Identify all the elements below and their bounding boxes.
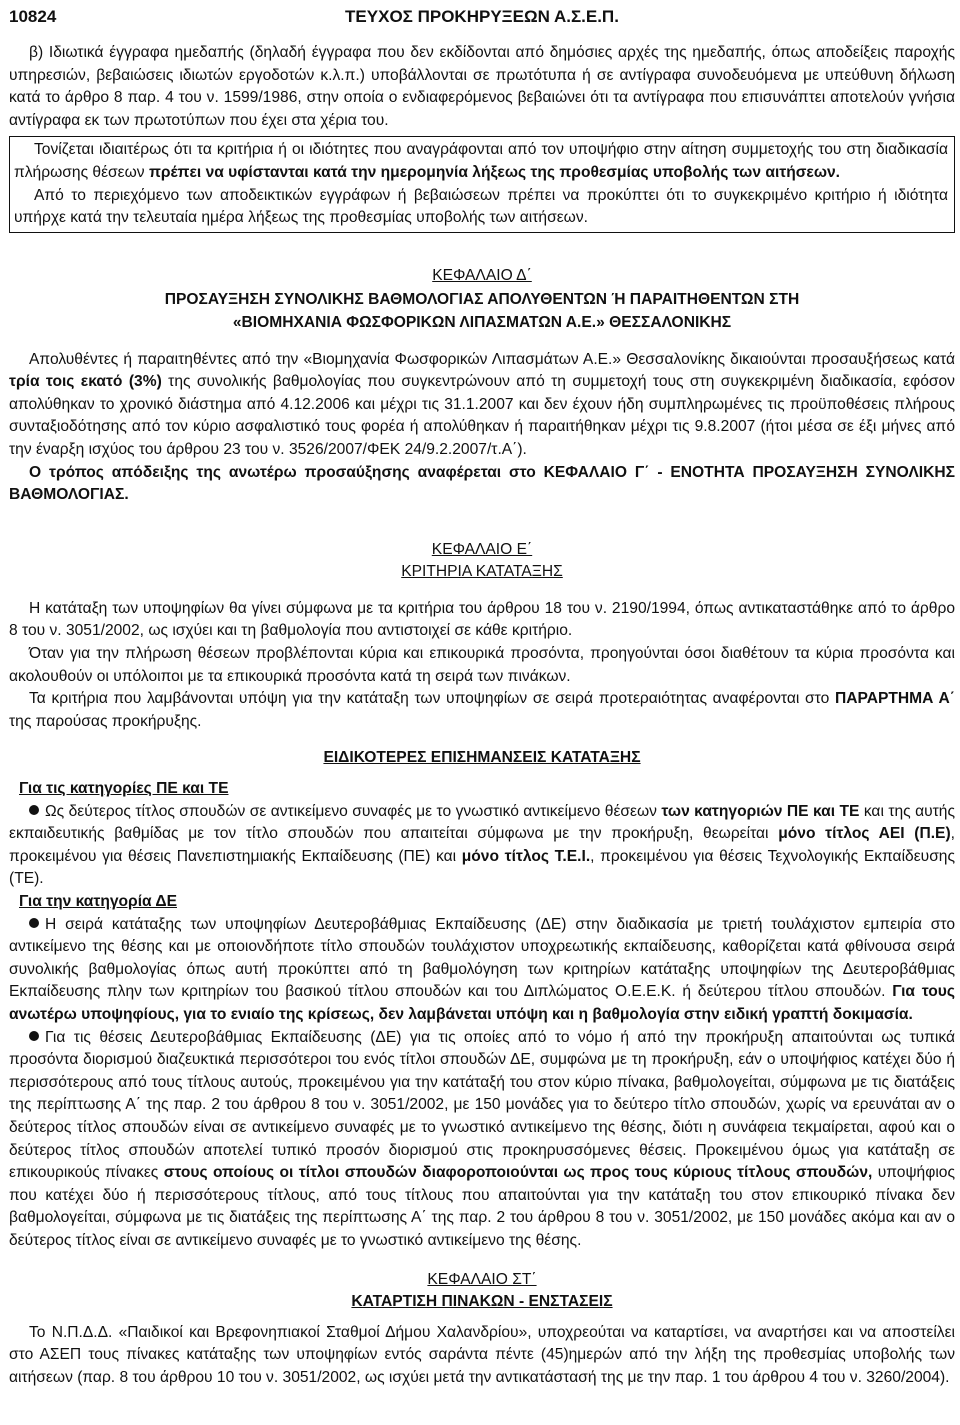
- journal-title: ΤΕΥΧΟΣ ΠΡΟΚΗΡΥΞΕΩΝ Α.Σ.Ε.Π.: [345, 7, 619, 26]
- percent-emphasis: τρία τοις εκατό (3%): [9, 373, 162, 391]
- chapter-e-paragraph-1: Η κατάταξη των υποψηφίων θα γίνει σύμφωνα με τα κριτήρια του άρθρου 18 του ν. 2190/1994, όπως αντικαταστάθηκε από το άρθρο 8 του ν. 3051/2002, ως ισχύει και τη βαθμολογία που αντιστοιχεί σε κάθε κριτήριο.: [9, 599, 955, 640]
- text: Ως δεύτερος τίτλος σπουδών σε αντικείμενο συναφές με το γνωστικό αντικείμενο θέσεων: [45, 802, 662, 820]
- emphasis: των κατηγοριών ΠΕ και ΤΕ: [661, 802, 860, 820]
- bullet-icon: [29, 918, 39, 928]
- bullet-icon: [29, 805, 39, 815]
- notice-text: Τονίζεται ιδιαιτέρως ότι τα κριτήρια ή οι ιδιότητες που αναγράφονται από τον υποψήφιο στην αίτηση συμμετοχής του στη διαδικασία πλήρωσης θέσεων: [14, 141, 948, 181]
- chapter-d-title: ΚΕΦΑΛΑΙΟ Δ΄: [432, 266, 532, 284]
- chapter-d-paragraph-2: Ο τρόπος απόδειξης της ανωτέρω προσαύξησης αναφέρεται στο ΚΕΦΑΛΑΙΟ Γ΄ - ΕΝΟΤΗΤΑ ΠΡΟΣΑΥΞΗΣΗ ΣΥΝΟΛΙΚΗΣ ΒΑΘΜΟΛΟΓΙΑΣ.: [9, 463, 955, 504]
- category-de-paragraph-2: [9, 1027, 955, 1253]
- chapter-d-paragraph-1: [9, 349, 955, 462]
- emphasis: μόνο τίτλος Τ.Ε.Ι.: [461, 847, 591, 865]
- text: Τα κριτήρια που λαμβάνονται υπόψη για την κατάταξη των υποψηφίων σε σειρά προτεραιότητας αναφέρονται στο: [29, 690, 835, 708]
- text: της παρούσας προκήρυξης.: [9, 712, 202, 730]
- chapter-d-subtitle-1: ΠΡΟΣΑΥΞΗΣΗ ΣΥΝΟΛΙΚΗΣ ΒΑΘΜΟΛΟΓΙΑΣ ΑΠΟΛΥΘΕΝΤΩΝ Ή ΠΑΡΑΙΤΗΘΕΝΤΩΝ ΣΤΗ: [164, 291, 800, 309]
- notice-paragraph-2: Από το περιεχόμενο των αποδεικτικών εγγράφων ή βεβαιώσεων πρέπει να προκύπτει ότι το συγκεκριμένο κριτήριο ή ιδιότητα υπήρχε κατά την τελευταία ημέρα λήξεως της προθεσμίας υποβολής των αιτήσεων.: [14, 186, 948, 227]
- annex-reference: ΠΑΡΑΡΤΗΜΑ Α΄: [834, 690, 955, 708]
- page-number: 10824: [9, 7, 57, 26]
- special-notes-title: ΕΙΔΙΚΟΤΕΡΕΣ ΕΠΙΣΗΜΑΝΣΕΙΣ ΚΑΤΑΤΑΞΗΣ: [323, 749, 641, 767]
- text: Για τις θέσεις Δευτεροβάθμιας Εκπαίδευσης (ΔΕ) για τις οποίες από το νόμο ή από την προκήρυξη απαιτούνται ως τυπικά προσόντα διορισμού διαζευκτικά περισσότεροι του ενός τίτλοι σπουδών ΔΕ, συμφώνα με τη προκήρυξη, εάν ο υποψήφιος κατέχει δύο ή περισσότερους από τους τίτλους αυτούς, προκειμένου για την κατάταξή του στον κύριο πίνακα, βαθμολογείται, σύμφωνα με τις διατάξεις της περίπτωσης Α΄ της παρ. 2 του άρθρου 8 του ν. 3051/2002, με 150 μονάδες για το δεύτερο τίτλο σπουδών, χωρίς να ερευνάται αν ο δεύτερος τίτλος σπουδών είναι σε αντικείμενο συναφές με το γνωστικό αντικείμενο της θέσης, διότι η συνάφεια τεκμαίρεται, αφού και ο δεύτερος τίτλος σπουδών αποτελεί τυπικό προσόν διορισμού στις προκηρυσσόμενες θέσεις. Προκειμένου όμως για κατάταξη σε επικουρικούς πίνακες: [9, 1028, 955, 1182]
- text: , προκειμένου για θέσεις Πανεπιστημιακής Εκπαίδευσης (ΠΕ) και: [9, 825, 955, 865]
- chapter-st-paragraph-1: Το Ν.Π.Δ.Δ. «Παιδικοί και Βρεφονηπιακοί Σταθμοί Δήμου Χαλανδρίου», υποχρεούται να καταρτίσει, να αναρτήσει και να αποστείλει στο ΑΣΕΠ τους πίνακες κατάταξης των υποψηφίων εντός σαράντα πέντε (45)ημερών από την λήξη της προθεσμίας υποβολής των αιτήσεων (παρ. 8 του άρθρου 10 του ν. 3051/2002, ως ισχύει μετά την αντικατάστασή της με την παρ. 1 του άρθρου 4 του ν. 3260/2004).: [9, 1323, 955, 1386]
- chapter-e-subtitle: ΚΡΙΤΗΡΙΑ ΚΑΤΑΤΑΞΗΣ: [401, 563, 563, 581]
- intro-paragraph: β) Ιδιωτικά έγγραφα ημεδαπής (δηλαδή έγγραφα που δεν εκδίδονται από δημόσιες αρχές της ημεδαπής, όπως αποδείξεις παροχής υπηρεσιών, βεβαιώσεις ιδιωτών εργοδοτών κ.λ.π.) υποβάλλονται σε πρωτότυπα ή σε αντίγραφα συνοδευόμενα με υπεύθυνη δήλωση κατά το άρθρο 8 παρ. 4 του ν. 1599/1986, στην οποία ο ενδιαφερόμενος βεβαιώνει ότι τα αντίγραφα που επισυνάπτει αποτελούν γνήσια αντίγραφα εκ των πρωτοτύπων που έχει στα χέρια του.: [9, 44, 955, 129]
- notice-box: [9, 136, 955, 232]
- category-pe-te-paragraph: [9, 801, 955, 891]
- category-pe-te-heading: Για τις κατηγορίες ΠΕ και ΤΕ: [19, 780, 229, 798]
- chapter-st-subtitle: ΚΑΤΑΡΤΙΣΗ ΠΙΝΑΚΩΝ - ΕΝΣΤΑΣΕΙΣ: [351, 1293, 613, 1311]
- text: υποψήφιος που κατέχει δύο ή περισσότερους τίτλους, από τους τίτλους που απαιτούνται για την κατάταξη του στον επικουρικό πίνακα δεν βαθμολογείται, σύμφωνα με τις διατάξεις της περίπτωσης Α΄ της παρ. 2 του άρθρου 8 του ν. 3051/2002, με 150 μονάδες ακόμα και αν ο δεύτερος τίτλος είναι σε αντικείμενο συναφές με το γνωστικό αντικείμενο της θέσης.: [9, 1164, 955, 1249]
- category-de-paragraph-1: [9, 914, 955, 1027]
- chapter-st-title: ΚΕΦΑΛΑΙΟ ΣΤ΄: [427, 1270, 537, 1288]
- text: Η σειρά κατάταξης των υποψηφίων Δευτεροβάθμιας Εκπαίδευσης (ΔΕ) στην διαδικασία με τριετή τουλάχιστον εμπειρία στο αντικείμενο της θέσης και με οποιονδήποτε τίτλο σπουδών τουλάχιστον υποχρεωτικής εκπαίδευσης, καθορίζεται κατά φθίνουσα σειρά συνολικής βαθμολογίας όπως αυτή προκύπτει από τη βαθμολόγηση των κριτηρίων κατάταξης υποψηφίων της Δευτεροβάθμιας Εκπαίδευσης πλην των κριτηρίων του βασικού τίτλου σπουδών και του Διπλώματος Ο.Ε.Ε.Κ. ή δεύτερου τίτλου σπουδών.: [9, 915, 955, 1001]
- chapter-e-paragraph-2: Όταν για την πλήρωση θέσεων προβλέπονται κύρια και επικουρικά προσόντα, προηγούνται όσοι διαθέτουν τα κύρια προσόντα και ακολουθούν οι υπόλοιποι με τα επικουρικά προσόντα κατά τη σειρά των πινάκων.: [9, 645, 955, 685]
- emphasis: στους οποίους οι τίτλοι σπουδών διαφοροποιούνται ως προς τους κύριους τίτλους σπουδών,: [163, 1164, 873, 1182]
- chapter-e-paragraph-3: [9, 688, 955, 733]
- notice-emphasis: πρέπει να υφίστανται κατά την ημερομηνία λήξεως της προθεσμίας υποβολής των αιτήσεων.: [148, 163, 841, 181]
- text: και της αυτής εκπαιδευτικής βαθμίδας με τον τίτλο σπουδών που απαιτείται σύμφωνα με την προκήρυξη, θεωρείται: [9, 802, 955, 843]
- bullet-icon: [29, 1031, 39, 1041]
- chapter-e-title: ΚΕΦΑΛΑΙΟ Ε΄: [431, 540, 533, 558]
- notice-paragraph-1: [14, 139, 948, 184]
- page-header: [9, 2, 955, 32]
- text: της συνολικής βαθμολογίας που συγκεντρώνουν από τη συμμετοχή τους στη συγκεκριμένη διαδικασία, εφόσον απολύθηκαν το χρονικό διάστημα από 4.12.2006 και μέχρι τις 31.1.2007 και δεν έχουν ήδη συμπληρωμένες τις προϋποθέσεις πλήρους συνταξιοδότησης από τον κύριο ασφαλιστικό τους φορέα ή απολύθηκαν ή παραιτήθηκαν μέχρι τις 9.8.2007 (ήτοι μέσα σε έξι μήνες από την έναρξη ισχύος του άρθρου 23 του ν. 3526/2007/ΦΕΚ 24/9.2.2007/τ.Α΄).: [9, 373, 955, 458]
- document-page: [9, 0, 955, 1389]
- emphasis: Για τους ανωτέρω υποψηφίους, για το ενιαίο της κρίσεως, δεν λαμβάνεται υπόψη και η βαθμολογία στην ειδική γραπτή δοκιμασία.: [9, 983, 955, 1023]
- text: , προκειμένου για θέσεις Τεχνολογικής Εκπαίδευσης (ΤΕ).: [9, 847, 955, 888]
- emphasis: μόνο τίτλος ΑΕΙ (Π.Ε): [778, 825, 951, 843]
- text: Απολυθέντες ή παραιτηθέντες από την «Βιομηχανία Φωσφορικών Λιπασμάτων Α.Ε.» Θεσσαλονίκης δικαιούνται προσαυξήσεως κατά: [29, 350, 955, 368]
- category-de-heading: Για την κατηγορία ΔΕ: [19, 893, 177, 910]
- chapter-d-subtitle-2: «ΒΙΟΜΗΧΑΝΙΑ ΦΩΣΦΟΡΙΚΩΝ ΛΙΠΑΣΜΑΤΩΝ Α.Ε.» ΘΕΣΣΑΛΟΝΙΚΗΣ: [232, 313, 732, 331]
